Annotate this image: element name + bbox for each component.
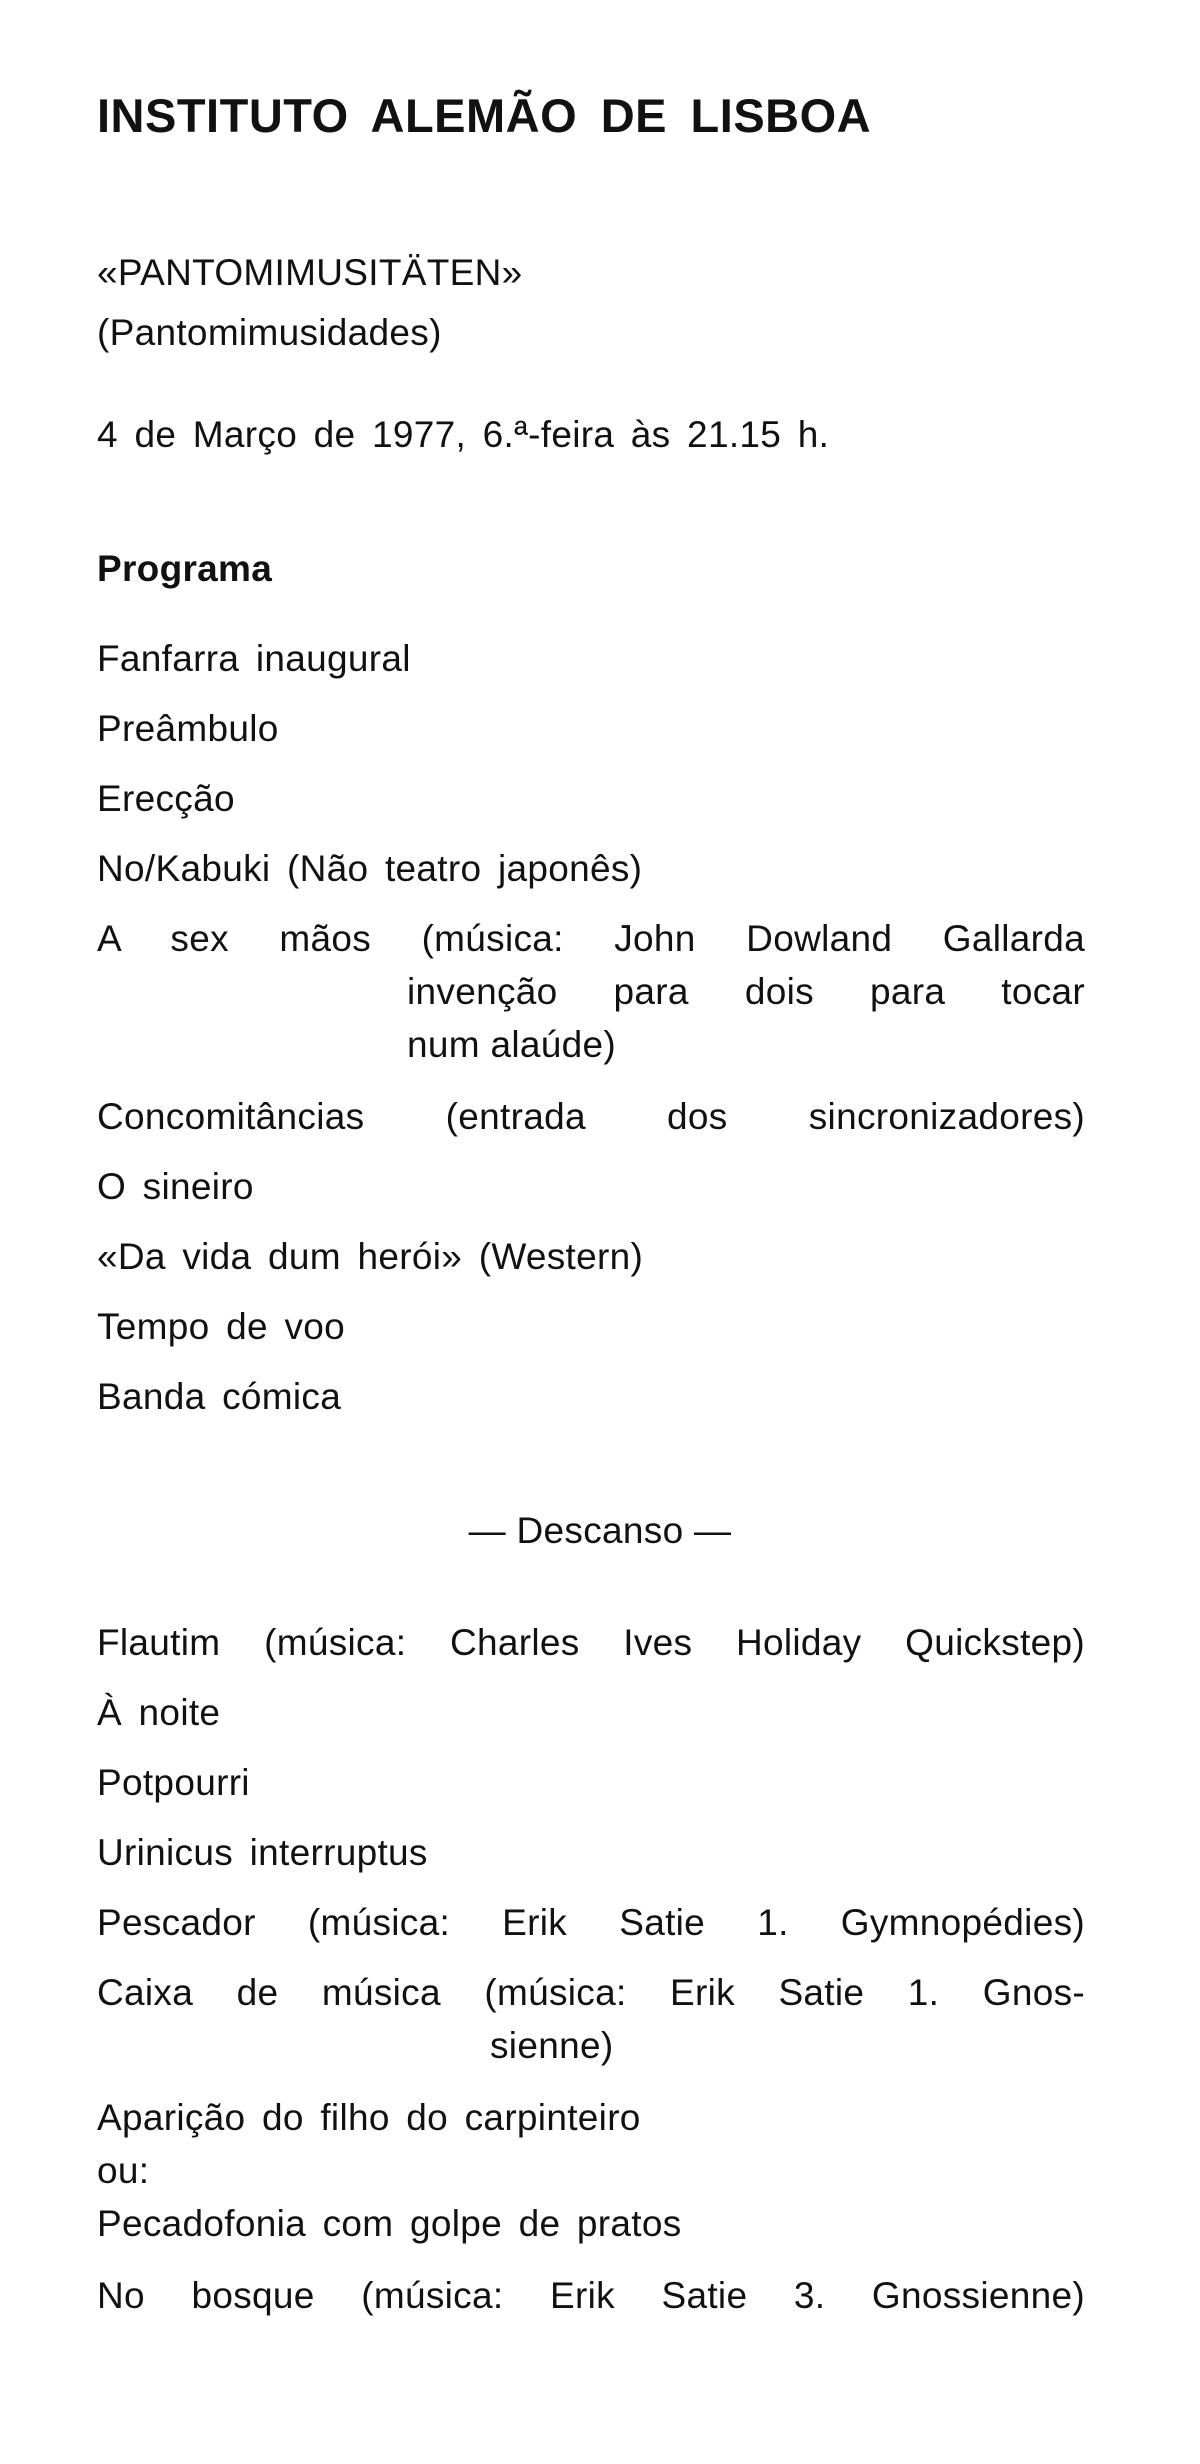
- program-item: Urinicus interruptus: [97, 1832, 428, 1873]
- program-item: O sineiro: [97, 1166, 254, 1207]
- program-item: Concomitâncias (entrada dos sincronizadores): [97, 1096, 1085, 1137]
- program-item: «Da vida dum herói» (Western): [97, 1236, 644, 1277]
- program-item-continuation: num alaúde): [407, 1024, 616, 1065]
- program-item: Erecção: [97, 778, 235, 819]
- program-heading: Programa: [97, 548, 273, 589]
- program-item: Pescador (música: Erik Satie 1. Gymnopédies): [97, 1902, 1085, 1943]
- program-item: ou:: [97, 2150, 150, 2191]
- program-item: Caixa de música (música: Erik Satie 1. Gnos-: [97, 1972, 1085, 2013]
- program-item: No/Kabuki (Não teatro japonês): [97, 848, 643, 889]
- program-item: Potpourri: [97, 1762, 250, 1803]
- program-item: Tempo de voo: [97, 1306, 346, 1347]
- intermission-label: — Descanso —: [468, 1510, 732, 1551]
- program-item: Flautim (música: Charles Ives Holiday Quickstep): [97, 1622, 1085, 1663]
- institution-heading: INSTITUTO ALEMÃO DE LISBOA: [97, 89, 872, 142]
- program-item: Banda cómica: [97, 1376, 342, 1417]
- program-item-continuation: invenção para dois para tocar: [407, 971, 1085, 1012]
- program-item: No bosque (música: Erik Satie 3. Gnossienne): [97, 2275, 1085, 2316]
- show-title: «PANTOMIMUSITÄTEN»: [97, 252, 523, 293]
- program-item: Aparição do filho do carpinteiro: [97, 2097, 641, 2138]
- date-line: 4 de Março de 1977, 6.ª-feira às 21.15 h.: [97, 414, 830, 455]
- show-translation: (Pantomimusidades): [97, 312, 442, 353]
- program-item: Preâmbulo: [97, 708, 279, 749]
- program-item: A sex mãos (música: John Dowland Gallarda: [97, 918, 1085, 959]
- program-item-continuation: sienne): [490, 2025, 614, 2066]
- program-item: À noite: [97, 1692, 221, 1733]
- program-item: Pecadofonia com golpe de pratos: [97, 2203, 682, 2244]
- program-item: Fanfarra inaugural: [97, 638, 411, 679]
